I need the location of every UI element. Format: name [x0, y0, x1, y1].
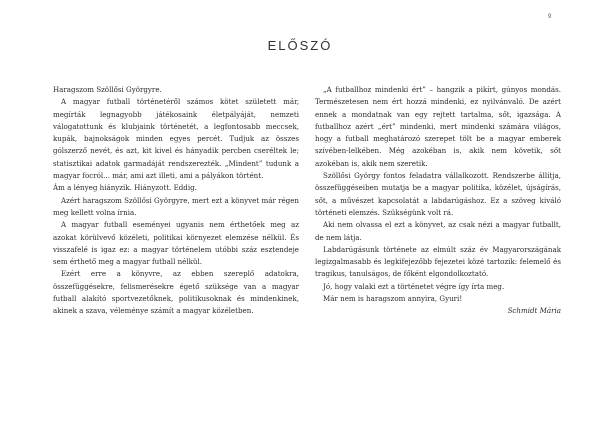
signature: Schmidt Mária — [507, 306, 561, 316]
page-title: ELŐSZÓ — [267, 38, 333, 53]
paragraph: Szöllősi György fontos feladatra vállalkozott. Rendszerbe állítja, összefüggéseiben mutatja be a magyar politika, közélet, újságírás, sőt, a művészet kapcsolatát a labdarúgáshoz. Ez a szöveg kiváló történeti elemzés. Szükségünk volt rá. — [315, 171, 561, 217]
paragraph: Haragszom Szöllősi Györgyre. — [53, 85, 162, 94]
paragraph: A magyar futball történetéről számos kötet született már, megírták legnagyobb játékosaink életpályáját, nemzeti válogatottunk és klubjaink történetét, a legfontosabb meccsek, kupák, bajnokságok minden egyes percét. Tudjuk az összes gólszerző nevét, és azt, kit kivel és hányadik percben cseréltek le; statisztikai adatok garmadáját rendszerezték. „Mindent” tudunk a magyar focról... már, ami azt illeti, ami a pályákon történt. — [53, 97, 299, 181]
left-column — [53, 84, 299, 318]
paragraph: Labdarúgásunk története az elmúlt száz év Magyarországának legizgalmasabb és legkifejezőbb fejezetei közé tartozik: felemelő és tragikus, tanulságos, de főként elgondolkoztató. — [315, 244, 561, 279]
right-column — [315, 84, 561, 318]
paragraph: Ezért erre a könyvre, az ebben szereplő adatokra, összefüggésekre, felismerésekre égető szüksége van a magyar futball alakító sportvezetőknek, politikusoknak és mindenkinek, akinek a szava, véleménye számít a magyar közéletben. — [53, 269, 299, 316]
paragraph: „A futballhoz mindenki ért” – hangzik a pikírt, gúnyos mondás. Természetesen nem ért hozzá mindenki, ez nyilvánvaló. De azért ennek a mondatnak van egy rejtett tartalma, sőt, igazsága. A futballhoz azért „ért” mindenki, mert mindenki számára világos, hogy a futball meghatározó szerepet tölt be a magyar emberek szívében-lelkében. Még azokéban is, akik nem követik, sőt azokéban is, akik nem szeretik. — [315, 85, 561, 168]
paragraph: A magyar futball eseményei ugyanis nem érthetőek meg az azokat körülvevő közéleti, politikai környezet elemzése nélkül. És visszafelé is igaz ez: a magyar történelem utóbbi száz esztendeje sem érthető meg a magyar futball nélkül. — [53, 220, 299, 267]
paragraph: Azért haragszom Szöllősi Györgyre, mert ezt a könyvet már régen meg kellett volna írnia. — [53, 195, 299, 217]
paragraph: Jó, hogy valaki ezt a történetet végre így írta meg. — [323, 281, 505, 291]
paragraph: Már nem is haragszom annyira, Gyuri! — [323, 294, 463, 304]
page-number: 9 — [548, 14, 552, 20]
paragraph: Aki nem olvassa el ezt a könyvet, az csak nézi a magyar futballt, de nem látja. — [315, 220, 561, 242]
paragraph: Ám a lényeg hiányzik. Hiányzott. Eddig. — [53, 183, 197, 193]
